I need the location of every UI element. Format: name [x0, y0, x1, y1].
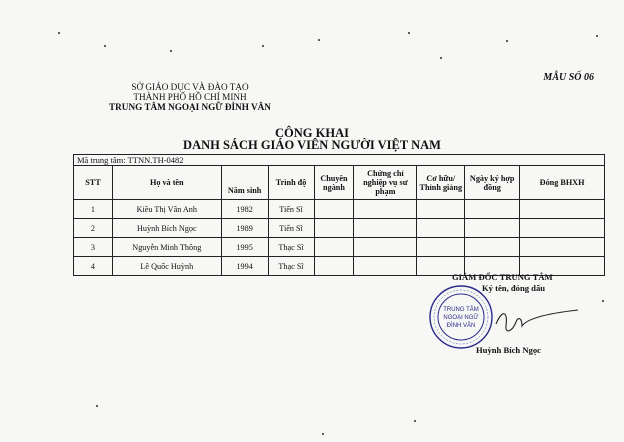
teacher-table: [73, 154, 605, 276]
cell-name: Nguyễn Minh Thông: [112, 238, 221, 257]
scan-speck: [170, 50, 172, 52]
cell-degree: Tiến Sĩ: [268, 200, 314, 219]
scan-speck: [408, 32, 410, 34]
header-name: Họ và tên: [112, 166, 221, 200]
signature-block: [420, 272, 590, 362]
cell-major: [314, 200, 354, 219]
header-contract-date: Ngày ký hợp đồng: [465, 166, 520, 200]
cell-contract-type: [417, 219, 465, 238]
cell-insurance: [520, 238, 605, 257]
cell-birth-year: 1982: [221, 200, 268, 219]
handwritten-signature-icon: [492, 306, 582, 336]
cell-contract-type: [417, 200, 465, 219]
cell-stt: 1: [74, 200, 113, 219]
table-row: [74, 219, 605, 238]
cell-major: [314, 219, 354, 238]
header-major: Chuyên ngành: [314, 166, 354, 200]
official-stamp-icon: [428, 284, 494, 350]
cell-contract-date: [465, 200, 520, 219]
signature-subtitle: Ký tên, đóng dấu: [482, 283, 546, 293]
cell-insurance: [520, 219, 605, 238]
cell-cert: [354, 200, 417, 219]
scan-speck: [104, 45, 106, 47]
cell-degree: Tiến Sĩ: [268, 219, 314, 238]
scan-speck: [602, 300, 604, 302]
scan-speck: [414, 420, 416, 422]
document-subtitle: DANH SÁCH GIÁO VIÊN NGƯỜI VIỆT NAM: [183, 138, 441, 152]
header-contract-type: Cơ hữu/ Thỉnh giảng: [417, 166, 465, 200]
cell-degree: Thạc Sĩ: [268, 238, 314, 257]
cell-stt: 4: [74, 257, 113, 276]
header-degree: Trình độ: [268, 166, 314, 200]
scan-speck: [596, 35, 598, 37]
cell-name: Kiều Thị Vân Anh: [112, 200, 221, 219]
table-row: [74, 238, 605, 257]
cell-name: Huỳnh Bích Ngọc: [112, 219, 221, 238]
signer-name: Huỳnh Bích Ngọc: [476, 345, 541, 355]
cell-major: [314, 238, 354, 257]
org-line-department: SỞ GIÁO DỤC VÀ ĐÀO TẠO: [131, 82, 249, 92]
cell-contract-date: [465, 219, 520, 238]
cell-birth-year: 1989: [221, 219, 268, 238]
organization-header: [105, 82, 275, 112]
document-title: CÔNG KHAI: [275, 126, 349, 140]
header-pedagogy-cert: Chứng chỉ nghiệp vụ sư phạm: [354, 166, 417, 200]
center-code: Mã trung tâm: TTNN.TH-0482: [74, 155, 605, 166]
svg-text:NGOẠI NGỮ: NGOẠI NGỮ: [443, 315, 479, 321]
cell-name: Lê Quốc Huỳnh: [112, 257, 221, 276]
scan-speck: [262, 45, 264, 47]
header-social-insurance: Đóng BHXH: [520, 166, 605, 200]
cell-insurance: [520, 200, 605, 219]
header-stt: STT: [74, 166, 113, 200]
scan-speck: [440, 57, 442, 59]
form-number: MẪU SỐ 06: [543, 72, 594, 83]
cell-stt: 2: [74, 219, 113, 238]
cell-major: [314, 257, 354, 276]
org-line-center: TRUNG TÂM NGOẠI NGỮ ĐÌNH VÂN: [109, 102, 271, 112]
cell-cert: [354, 219, 417, 238]
cell-contract-date: [465, 238, 520, 257]
svg-text:TRUNG TÂM: TRUNG TÂM: [443, 307, 479, 313]
scan-speck: [506, 40, 508, 42]
scan-speck: [58, 32, 60, 34]
table-row: [74, 200, 605, 219]
header-birth-year: Năm sinh: [221, 166, 268, 200]
cell-birth-year: 1994: [221, 257, 268, 276]
scan-speck: [322, 433, 324, 435]
cell-stt: 3: [74, 238, 113, 257]
cell-cert: [354, 238, 417, 257]
scan-speck: [96, 405, 98, 407]
svg-text:ĐÌNH VÂN: ĐÌNH VÂN: [446, 323, 476, 329]
cell-birth-year: 1995: [221, 238, 268, 257]
cell-degree: Thạc Sĩ: [268, 257, 314, 276]
cell-contract-type: [417, 238, 465, 257]
cell-cert: [354, 257, 417, 276]
scan-speck: [318, 39, 320, 41]
signature-title: GIÁM ĐỐC TRUNG TÂM: [452, 272, 553, 282]
org-line-city: THÀNH PHỐ HỒ CHÍ MINH: [133, 92, 247, 102]
